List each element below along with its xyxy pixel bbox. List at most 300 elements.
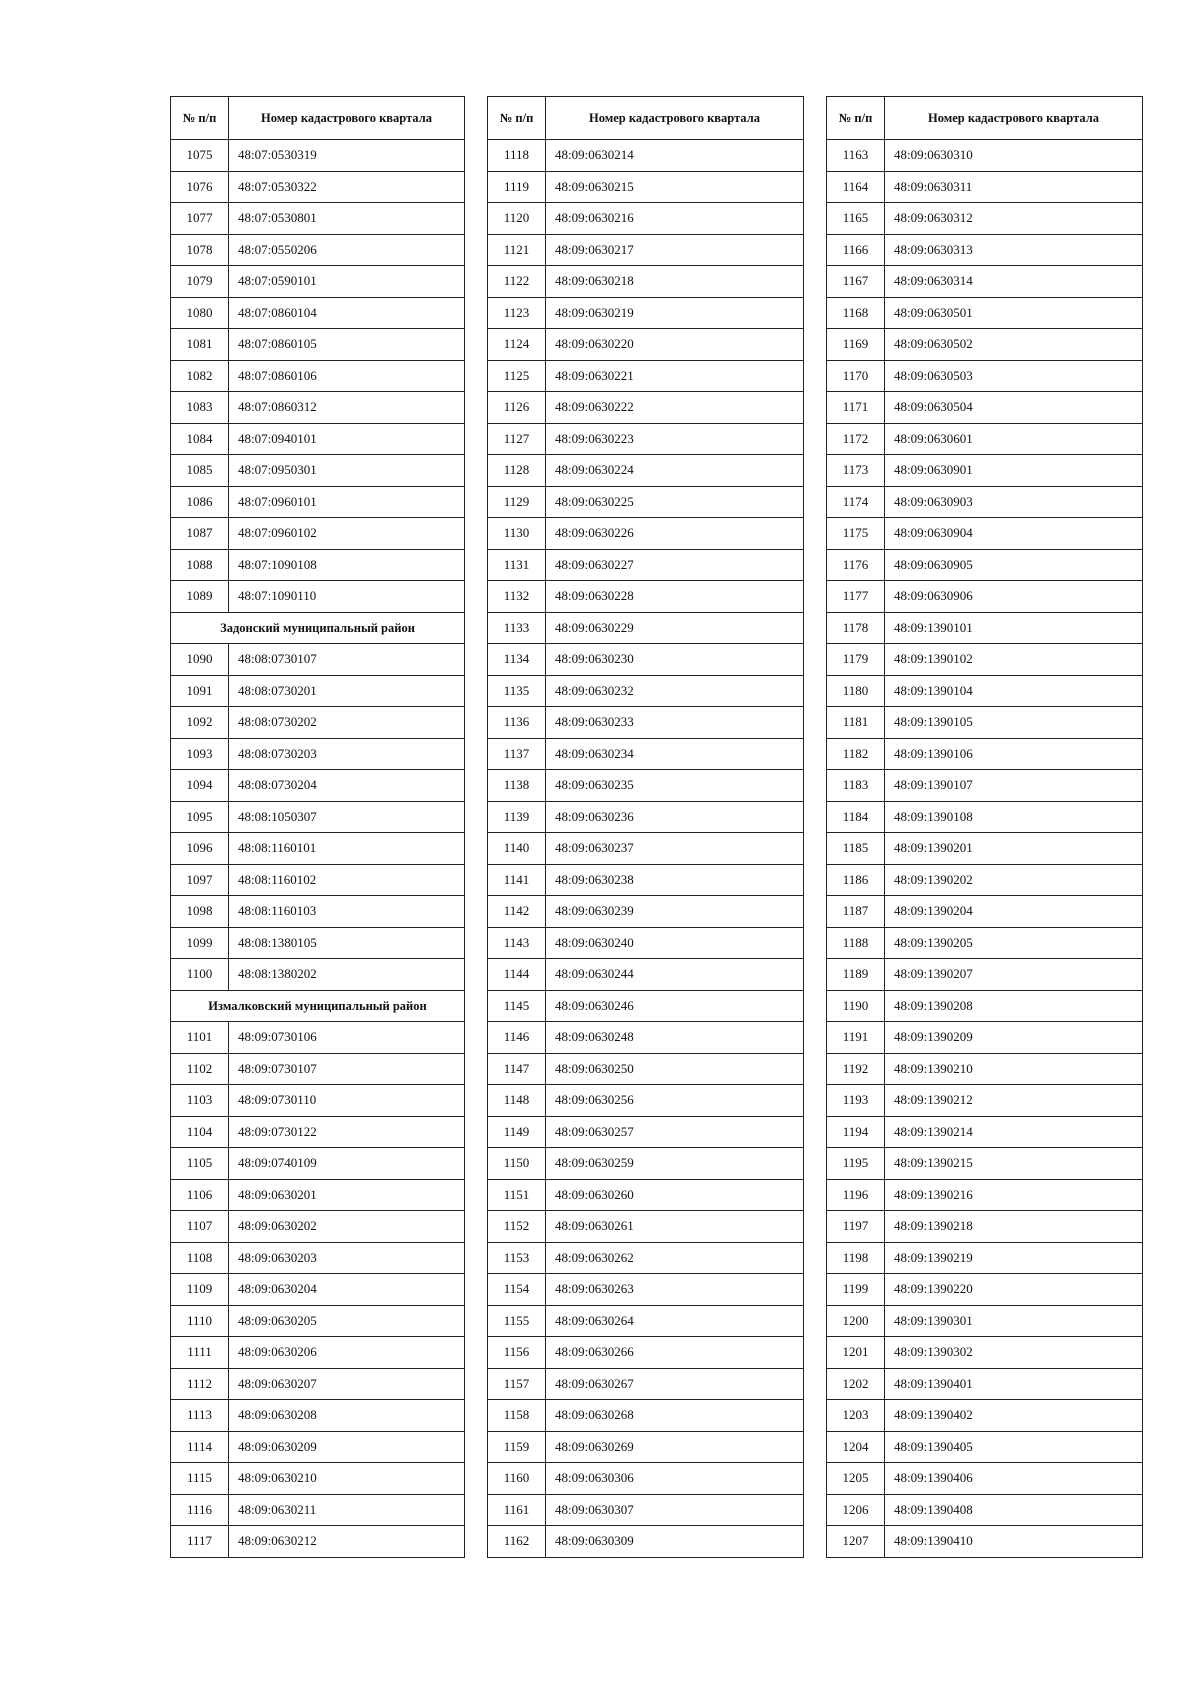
- cadastral-number: 48:07:0550206: [229, 234, 465, 266]
- table-row: [488, 644, 804, 676]
- table-row: [488, 864, 804, 896]
- table-row: [827, 675, 1143, 707]
- cadastral-number: 48:09:0630260: [546, 1179, 804, 1211]
- cadastral-number: 48:09:0630244: [546, 959, 804, 991]
- table-row: [488, 234, 804, 266]
- cadastral-number: 48:09:0630237: [546, 833, 804, 865]
- cadastral-number: 48:09:0630222: [546, 392, 804, 424]
- header-num: № п/п: [488, 97, 546, 140]
- table-row: [827, 1337, 1143, 1369]
- cadastral-number: 48:09:0630269: [546, 1431, 804, 1463]
- table-row: [171, 1463, 465, 1495]
- table-row: [171, 455, 465, 487]
- table-row: [827, 738, 1143, 770]
- cadastral-number: 48:09:0630215: [546, 171, 804, 203]
- table-row: [488, 675, 804, 707]
- table-row: [171, 1368, 465, 1400]
- cadastral-number: 48:09:0630263: [546, 1274, 804, 1306]
- table-row: [171, 738, 465, 770]
- row-number: 1147: [488, 1053, 546, 1085]
- cadastral-number: 48:09:0630203: [229, 1242, 465, 1274]
- row-number: 1093: [171, 738, 229, 770]
- row-number: 1197: [827, 1211, 885, 1243]
- table-row: [488, 1400, 804, 1432]
- cadastral-number: 48:08:1160101: [229, 833, 465, 865]
- table-row: [488, 1463, 804, 1495]
- cadastral-number: 48:09:0630205: [229, 1305, 465, 1337]
- section-title: Измалковский муниципальный район: [171, 990, 465, 1022]
- table-row: [827, 140, 1143, 172]
- header-code: Номер кадастрового квартала: [229, 97, 465, 140]
- row-number: 1170: [827, 360, 885, 392]
- cadastral-number: 48:09:0730110: [229, 1085, 465, 1117]
- row-number: 1084: [171, 423, 229, 455]
- table-row: [171, 864, 465, 896]
- row-number: 1193: [827, 1085, 885, 1117]
- cadastral-number: 48:07:0960101: [229, 486, 465, 518]
- table-row: [171, 1431, 465, 1463]
- table-row: [827, 423, 1143, 455]
- row-number: 1198: [827, 1242, 885, 1274]
- table-row: [827, 266, 1143, 298]
- table-row: [488, 707, 804, 739]
- cadastral-number: 48:09:0740109: [229, 1148, 465, 1180]
- table-row: [827, 896, 1143, 928]
- row-number: 1098: [171, 896, 229, 928]
- cadastral-number: 48:08:1160103: [229, 896, 465, 928]
- row-number: 1157: [488, 1368, 546, 1400]
- table-row: [488, 423, 804, 455]
- cadastral-number: 48:09:1390201: [885, 833, 1143, 865]
- row-number: 1177: [827, 581, 885, 613]
- cadastral-number: 48:09:1390207: [885, 959, 1143, 991]
- table-row: [171, 266, 465, 298]
- row-number: 1206: [827, 1494, 885, 1526]
- table-row: [488, 1337, 804, 1369]
- row-number: 1203: [827, 1400, 885, 1432]
- row-number: 1096: [171, 833, 229, 865]
- row-number: 1161: [488, 1494, 546, 1526]
- cadastral-number: 48:09:0630218: [546, 266, 804, 298]
- cadastral-number: 48:09:0630314: [885, 266, 1143, 298]
- row-number: 1135: [488, 675, 546, 707]
- cadastral-table-3: [826, 96, 1143, 1558]
- table-row: [827, 1368, 1143, 1400]
- cadastral-number: 48:09:0630504: [885, 392, 1143, 424]
- row-number: 1143: [488, 927, 546, 959]
- cadastral-number: 48:09:0630311: [885, 171, 1143, 203]
- table-row: [827, 1463, 1143, 1495]
- cadastral-number: 48:09:0630248: [546, 1022, 804, 1054]
- table-row: [171, 1494, 465, 1526]
- row-number: 1099: [171, 927, 229, 959]
- table-row: [488, 360, 804, 392]
- table-row: [171, 203, 465, 235]
- row-number: 1120: [488, 203, 546, 235]
- table-row: [171, 644, 465, 676]
- row-number: 1133: [488, 612, 546, 644]
- row-number: 1192: [827, 1053, 885, 1085]
- table-row: [827, 612, 1143, 644]
- table-row: [488, 959, 804, 991]
- row-number: 1154: [488, 1274, 546, 1306]
- cadastral-number: 48:07:0860106: [229, 360, 465, 392]
- cadastral-number: 48:07:0860104: [229, 297, 465, 329]
- table-row: [171, 1148, 465, 1180]
- cadastral-number: 48:09:0630306: [546, 1463, 804, 1495]
- row-number: 1185: [827, 833, 885, 865]
- cadastral-number: 48:09:0630236: [546, 801, 804, 833]
- cadastral-number: 48:09:0630201: [229, 1179, 465, 1211]
- cadastral-number: 48:09:0730107: [229, 1053, 465, 1085]
- row-number: 1201: [827, 1337, 885, 1369]
- row-number: 1086: [171, 486, 229, 518]
- row-number: 1080: [171, 297, 229, 329]
- cadastral-number: 48:09:0630264: [546, 1305, 804, 1337]
- table-row: [827, 203, 1143, 235]
- cadastral-number: 48:09:0630217: [546, 234, 804, 266]
- row-number: 1165: [827, 203, 885, 235]
- cadastral-number: 48:09:0630312: [885, 203, 1143, 235]
- section-row: [171, 990, 465, 1022]
- row-number: 1129: [488, 486, 546, 518]
- cadastral-number: 48:07:0530801: [229, 203, 465, 235]
- table-row: [488, 927, 804, 959]
- cadastral-number: 48:09:0630208: [229, 1400, 465, 1432]
- table-row: [488, 1022, 804, 1054]
- row-number: 1174: [827, 486, 885, 518]
- cadastral-number: 48:09:1390208: [885, 990, 1143, 1022]
- cadastral-number: 48:09:0630225: [546, 486, 804, 518]
- table-row: [171, 833, 465, 865]
- header-code: Номер кадастрового квартала: [885, 97, 1143, 140]
- cadastral-number: 48:09:0630256: [546, 1085, 804, 1117]
- table-row: [488, 1526, 804, 1558]
- row-number: 1105: [171, 1148, 229, 1180]
- cadastral-number: 48:09:1390220: [885, 1274, 1143, 1306]
- row-number: 1204: [827, 1431, 885, 1463]
- header-num: № п/п: [171, 97, 229, 140]
- row-number: 1160: [488, 1463, 546, 1495]
- table-row: [827, 707, 1143, 739]
- table-row: [171, 486, 465, 518]
- table-row: [827, 1179, 1143, 1211]
- table-row: [827, 927, 1143, 959]
- cadastral-number: 48:09:0630210: [229, 1463, 465, 1495]
- row-number: 1169: [827, 329, 885, 361]
- cadastral-number: 48:09:0630221: [546, 360, 804, 392]
- cadastral-number: 48:09:0630233: [546, 707, 804, 739]
- table-row: [171, 518, 465, 550]
- table-row: [827, 833, 1143, 865]
- row-number: 1178: [827, 612, 885, 644]
- table-row: [171, 1274, 465, 1306]
- cadastral-number: 48:09:1390212: [885, 1085, 1143, 1117]
- row-number: 1180: [827, 675, 885, 707]
- row-number: 1172: [827, 423, 885, 455]
- table-row: [171, 1053, 465, 1085]
- row-number: 1089: [171, 581, 229, 613]
- cadastral-number: 48:09:1390101: [885, 612, 1143, 644]
- row-number: 1100: [171, 959, 229, 991]
- table-row: [488, 1274, 804, 1306]
- row-number: 1087: [171, 518, 229, 550]
- row-number: 1112: [171, 1368, 229, 1400]
- row-number: 1184: [827, 801, 885, 833]
- row-number: 1092: [171, 707, 229, 739]
- table-row: [171, 1116, 465, 1148]
- table-row: [827, 392, 1143, 424]
- table-row: [171, 392, 465, 424]
- cadastral-number: 48:09:1390406: [885, 1463, 1143, 1495]
- row-number: 1199: [827, 1274, 885, 1306]
- cadastral-number: 48:08:0730203: [229, 738, 465, 770]
- cadastral-number: 48:09:0630246: [546, 990, 804, 1022]
- cadastral-number: 48:09:0630307: [546, 1494, 804, 1526]
- row-number: 1179: [827, 644, 885, 676]
- table-row: [171, 959, 465, 991]
- row-number: 1142: [488, 896, 546, 928]
- row-number: 1190: [827, 990, 885, 1022]
- row-number: 1153: [488, 1242, 546, 1274]
- table-row: [171, 140, 465, 172]
- row-number: 1186: [827, 864, 885, 896]
- cadastral-number: 48:07:0960102: [229, 518, 465, 550]
- table-row: [488, 612, 804, 644]
- row-number: 1152: [488, 1211, 546, 1243]
- table-row: [488, 770, 804, 802]
- row-number: 1207: [827, 1526, 885, 1558]
- table-row: [488, 1053, 804, 1085]
- row-number: 1094: [171, 770, 229, 802]
- row-number: 1091: [171, 675, 229, 707]
- table-row: [827, 329, 1143, 361]
- table-row: [488, 1368, 804, 1400]
- row-number: 1083: [171, 392, 229, 424]
- row-number: 1128: [488, 455, 546, 487]
- header-num: № п/п: [827, 97, 885, 140]
- row-number: 1196: [827, 1179, 885, 1211]
- table-row: [827, 1242, 1143, 1274]
- cadastral-number: 48:09:0630906: [885, 581, 1143, 613]
- table-row: [171, 581, 465, 613]
- cadastral-number: 48:09:1390106: [885, 738, 1143, 770]
- cadastral-number: 48:09:1390204: [885, 896, 1143, 928]
- cadastral-number: 48:08:0730204: [229, 770, 465, 802]
- cadastral-number: 48:08:1050307: [229, 801, 465, 833]
- table-row: [171, 549, 465, 581]
- table-row: [827, 234, 1143, 266]
- table-row: [488, 1305, 804, 1337]
- table-row: [488, 1116, 804, 1148]
- cadastral-number: 48:09:0630905: [885, 549, 1143, 581]
- table-row: [827, 455, 1143, 487]
- cadastral-number: 48:09:1390215: [885, 1148, 1143, 1180]
- cadastral-number: 48:09:1390205: [885, 927, 1143, 959]
- cadastral-number: 48:09:0630313: [885, 234, 1143, 266]
- row-number: 1081: [171, 329, 229, 361]
- row-number: 1123: [488, 297, 546, 329]
- table-row: [488, 266, 804, 298]
- table-row: [488, 486, 804, 518]
- row-number: 1162: [488, 1526, 546, 1558]
- cadastral-number: 48:09:1390107: [885, 770, 1143, 802]
- table-header: [171, 97, 465, 140]
- cadastral-number: 48:09:0630227: [546, 549, 804, 581]
- table-row: [488, 1431, 804, 1463]
- table-row: [488, 455, 804, 487]
- cadastral-number: 48:09:0630219: [546, 297, 804, 329]
- cadastral-number: 48:09:0730106: [229, 1022, 465, 1054]
- cadastral-number: 48:09:1390102: [885, 644, 1143, 676]
- row-number: 1176: [827, 549, 885, 581]
- table-header: [827, 97, 1143, 140]
- cadastral-number: 48:09:0630220: [546, 329, 804, 361]
- cadastral-number: 48:09:1390216: [885, 1179, 1143, 1211]
- table-row: [488, 1494, 804, 1526]
- row-number: 1134: [488, 644, 546, 676]
- table-row: [488, 329, 804, 361]
- row-number: 1181: [827, 707, 885, 739]
- row-number: 1079: [171, 266, 229, 298]
- table-row: [488, 801, 804, 833]
- row-number: 1078: [171, 234, 229, 266]
- table-row: [827, 581, 1143, 613]
- row-number: 1095: [171, 801, 229, 833]
- table-row: [827, 1211, 1143, 1243]
- cadastral-number: 48:07:0860312: [229, 392, 465, 424]
- table-row: [171, 1085, 465, 1117]
- cadastral-number: 48:09:0630232: [546, 675, 804, 707]
- row-number: 1107: [171, 1211, 229, 1243]
- row-number: 1116: [171, 1494, 229, 1526]
- table-row: [827, 360, 1143, 392]
- table-row: [488, 833, 804, 865]
- row-number: 1151: [488, 1179, 546, 1211]
- cadastral-number: 48:09:0630238: [546, 864, 804, 896]
- table-row: [171, 801, 465, 833]
- row-number: 1202: [827, 1368, 885, 1400]
- row-number: 1155: [488, 1305, 546, 1337]
- row-number: 1103: [171, 1085, 229, 1117]
- section-title: Задонский муниципальный район: [171, 612, 465, 644]
- row-number: 1175: [827, 518, 885, 550]
- row-number: 1085: [171, 455, 229, 487]
- table-row: [171, 1022, 465, 1054]
- row-number: 1163: [827, 140, 885, 172]
- cadastral-number: 48:09:0630257: [546, 1116, 804, 1148]
- table-row: [827, 1148, 1143, 1180]
- row-number: 1121: [488, 234, 546, 266]
- cadastral-number: 48:08:0730201: [229, 675, 465, 707]
- table-row: [827, 486, 1143, 518]
- row-number: 1076: [171, 171, 229, 203]
- table-row: [171, 675, 465, 707]
- table-row: [827, 644, 1143, 676]
- table-row: [827, 171, 1143, 203]
- cadastral-number: 48:09:0630206: [229, 1337, 465, 1369]
- cadastral-number: 48:09:0630266: [546, 1337, 804, 1369]
- table-row: [827, 1526, 1143, 1558]
- row-number: 1136: [488, 707, 546, 739]
- row-number: 1158: [488, 1400, 546, 1432]
- table-row: [827, 1022, 1143, 1054]
- cadastral-number: 48:09:1390104: [885, 675, 1143, 707]
- cadastral-number: 48:08:1380105: [229, 927, 465, 959]
- row-number: 1205: [827, 1463, 885, 1495]
- row-number: 1148: [488, 1085, 546, 1117]
- table-row: [488, 896, 804, 928]
- cadastral-number: 48:09:1390219: [885, 1242, 1143, 1274]
- cadastral-number: 48:09:0630250: [546, 1053, 804, 1085]
- cadastral-number: 48:09:0630502: [885, 329, 1143, 361]
- cadastral-number: 48:07:0940101: [229, 423, 465, 455]
- cadastral-number: 48:08:1160102: [229, 864, 465, 896]
- table-row: [827, 990, 1143, 1022]
- table-row: [827, 1400, 1143, 1432]
- row-number: 1171: [827, 392, 885, 424]
- cadastral-number: 48:07:0860105: [229, 329, 465, 361]
- row-number: 1156: [488, 1337, 546, 1369]
- row-number: 1097: [171, 864, 229, 896]
- table-row: [827, 1305, 1143, 1337]
- row-number: 1106: [171, 1179, 229, 1211]
- cadastral-table-2: [487, 96, 804, 1558]
- cadastral-number: 48:07:1090108: [229, 549, 465, 581]
- table-row: [488, 1179, 804, 1211]
- cadastral-number: 48:09:0630240: [546, 927, 804, 959]
- table-row: [488, 581, 804, 613]
- table-row: [827, 959, 1143, 991]
- cadastral-number: 48:08:0730202: [229, 707, 465, 739]
- table-row: [171, 1400, 465, 1432]
- cadastral-number: 48:09:0630228: [546, 581, 804, 613]
- cadastral-number: 48:09:1390209: [885, 1022, 1143, 1054]
- row-number: 1127: [488, 423, 546, 455]
- cadastral-number: 48:09:0630234: [546, 738, 804, 770]
- row-number: 1131: [488, 549, 546, 581]
- row-number: 1168: [827, 297, 885, 329]
- row-number: 1101: [171, 1022, 229, 1054]
- row-number: 1077: [171, 203, 229, 235]
- row-number: 1109: [171, 1274, 229, 1306]
- row-number: 1126: [488, 392, 546, 424]
- row-number: 1111: [171, 1337, 229, 1369]
- cadastral-number: 48:09:0630259: [546, 1148, 804, 1180]
- cadastral-number: 48:09:1390302: [885, 1337, 1143, 1369]
- cadastral-number: 48:09:0630262: [546, 1242, 804, 1274]
- table-row: [488, 392, 804, 424]
- cadastral-number: 48:09:1390218: [885, 1211, 1143, 1243]
- row-number: 1113: [171, 1400, 229, 1432]
- cadastral-number: 48:09:0630501: [885, 297, 1143, 329]
- cadastral-number: 48:09:0630239: [546, 896, 804, 928]
- row-number: 1075: [171, 140, 229, 172]
- row-number: 1188: [827, 927, 885, 959]
- cadastral-number: 48:09:0630230: [546, 644, 804, 676]
- row-number: 1187: [827, 896, 885, 928]
- row-number: 1118: [488, 140, 546, 172]
- row-number: 1139: [488, 801, 546, 833]
- table-row: [171, 896, 465, 928]
- table-row: [171, 1526, 465, 1558]
- row-number: 1082: [171, 360, 229, 392]
- row-number: 1102: [171, 1053, 229, 1085]
- table-row: [827, 1274, 1143, 1306]
- row-number: 1110: [171, 1305, 229, 1337]
- cadastral-number: 48:09:1390214: [885, 1116, 1143, 1148]
- row-number: 1145: [488, 990, 546, 1022]
